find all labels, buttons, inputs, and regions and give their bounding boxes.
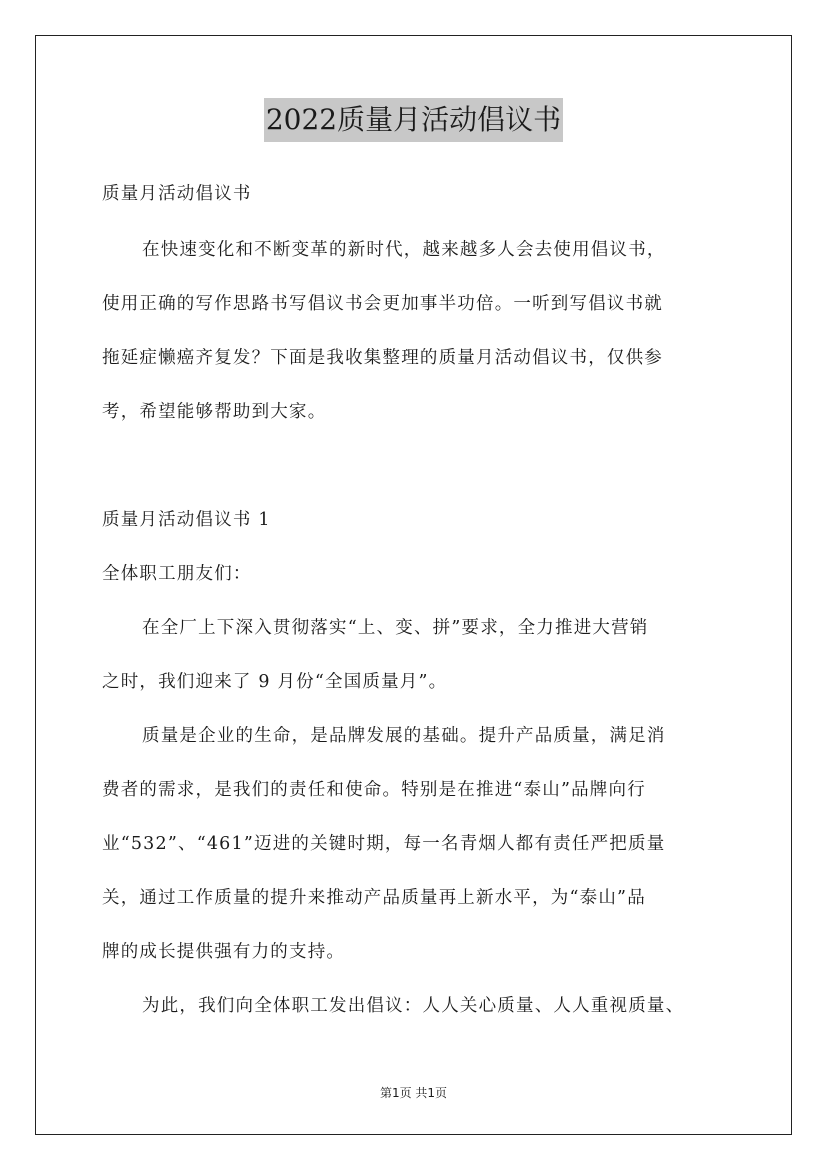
paragraph-line: 之时，我们迎来了 9 月份“全国质量月”。 — [102, 672, 448, 692]
section-heading: 质量月活动倡议书 1 — [102, 510, 271, 530]
paragraph-line: 质量是企业的生命，是品牌发展的基础。提升产品质量，满足消 — [142, 726, 666, 746]
paragraph-line: 在快速变化和不断变革的新时代，越来越多人会去使用倡议书， — [142, 240, 666, 260]
title-container — [0, 98, 827, 142]
section-heading: 质量月活动倡议书 — [102, 184, 252, 204]
paragraph-line: 使用正确的写作思路书写倡议书会更加事半功倍。一听到写倡议书就 — [102, 294, 663, 314]
paragraph-line: 考，希望能够帮助到大家。 — [102, 402, 327, 422]
paragraph-line: 费者的需求，是我们的责任和使命。特别是在推进“泰山”品牌向行 — [102, 780, 646, 800]
paragraph-line: 关，通过工作质量的提升来推动产品质量再上新水平，为“泰山”品 — [102, 888, 646, 908]
paragraph-line: 为此，我们向全体职工发出倡议：人人关心质量、人人重视质量、 — [142, 996, 685, 1016]
paragraph-line: 业“532”、“461”迈进的关键时期，每一名青烟人都有责任严把质量 — [102, 834, 666, 854]
paragraph-line: 在全厂上下深入贯彻落实“上、变、拼”要求，全力推进大营销 — [142, 618, 649, 638]
page-footer: 第1页 共1页 — [379, 1086, 448, 1100]
salutation: 全体职工朋友们： — [102, 564, 252, 584]
document-title: 2022质量月活动倡议书 — [264, 98, 563, 142]
paragraph-line: 牌的成长提供强有力的支持。 — [102, 942, 346, 962]
paragraph-line: 拖延症懒癌齐复发？下面是我收集整理的质量月活动倡议书，仅供参 — [102, 348, 663, 368]
